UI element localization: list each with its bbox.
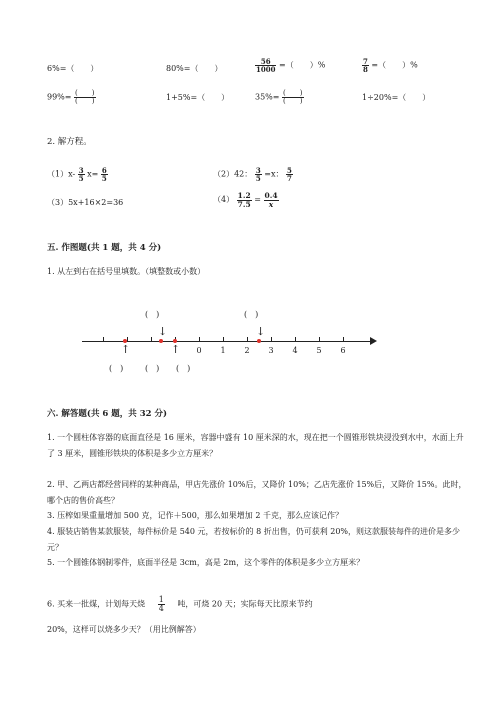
fraction: $\frac{0.4}{x}$ (264, 191, 278, 209)
q1-row1-item1 (47, 63, 98, 74)
down-arrow-icon: ↓ (256, 325, 266, 338)
tick-label: 1 (220, 346, 226, 355)
q2-title: 2. 解方程。 (47, 137, 92, 147)
equation-1: （1）x- $\frac{3}{5}$ x= $\frac{6}{5}$ (47, 166, 107, 183)
section-5-title: 五. 作图题(共 1 题，共 4 分) (47, 243, 162, 253)
tick-label: 0 (196, 346, 202, 355)
fraction: $\frac{1.2}{7.5}$ (237, 191, 251, 209)
fraction-blank[interactable]: $\frac{( )}{( )}$ (75, 89, 95, 105)
tick-label: 5 (316, 346, 322, 355)
up-arrow-icon: ↑ (171, 343, 181, 356)
axis-arrow-icon (370, 337, 377, 345)
down-arrow-icon: ↓ (158, 325, 168, 338)
bottom-paren-1[interactable]: ( ) (109, 364, 124, 373)
answer-blank[interactable]: =（ ） (371, 60, 411, 70)
tick-label: 4 (292, 346, 298, 355)
answer-blank[interactable]: =（ ） (59, 64, 99, 73)
problem-2: 2. 甲、乙两店都经营同样的某种商品，甲店先涨价 10%后，又降价 10%；乙店先涨价 15%后，又降价 15%。此时，哪个店的售价高些？ (47, 480, 467, 505)
answer-blank[interactable]: =（ ） (391, 93, 431, 102)
equation-3: （3）5x+16×2=36 (47, 198, 124, 207)
bottom-paren-3[interactable]: ( ) (176, 364, 191, 373)
problem-6-line1: 6. 买来一批煤，计划每天烧 $\frac{1}{4}$ 吨，可烧 20 天；实际每天比原来节约 (47, 595, 313, 613)
problem-1: 1. 一个圆柱体容器的底面直径是 16 厘米，容器中盛有 10 厘米深的水，现在把一个圆锥形铁块浸没到水中，水面上升了 3 厘米，圆锥形铁块的体积是多少立方厘米？ (47, 433, 464, 458)
fraction: $\frac{3}{5}$ (78, 166, 84, 183)
answer-blank[interactable]: =（ ） (279, 60, 318, 70)
point-marker (257, 339, 261, 343)
top-paren-2[interactable]: ( ) (244, 310, 259, 319)
answer-blank[interactable]: =（ ） (190, 93, 230, 102)
fraction: $\frac{7}{8}$ (363, 57, 368, 74)
fraction: $\frac{5}{7}$ (287, 166, 292, 183)
point-marker (159, 339, 163, 343)
fraction: $\frac{1}{4}$ (158, 595, 164, 613)
problem-6-line2: 20%，这样可以烧多少天？（用比例解答） (47, 625, 201, 634)
problem-3: 3. 压榨如果重量增加 500 克，记作＋500，那么如果增加 2 千克，那么应该记作？ (47, 511, 343, 520)
top-paren-1[interactable]: ( ) (145, 310, 160, 319)
section-5-q1: 1. 从左到右在括号里填数。（填整数或小数） (47, 267, 206, 276)
expr: 80% (166, 64, 184, 73)
expr: 6% (47, 64, 60, 73)
q1-row2-item4: 1÷20%=（ ） (362, 93, 431, 102)
q1-row1-item4: $\frac{7}{8}$ =（ ）% (363, 57, 418, 74)
answer-blank[interactable]: =（ ） (183, 64, 223, 73)
tick-label: 3 (268, 346, 274, 355)
q1-row2-item2: 1+5%=（ ） (166, 93, 230, 102)
problem-5: 5. 一个圆锥体钢制零件，底面半径是 3cm，高是 2m，这个零件的体积是多少立方厘米？ (47, 558, 365, 567)
problem-4: 4. 服装店销售某款服装，每件标价是 540 元，若按标价的 8 折出售，仍可获利 20%，则这款服装每件的进价是多少元？ (47, 527, 461, 552)
fraction: $\frac{56}{1000}$ (256, 57, 276, 74)
fraction: $\frac{3}{5}$ (255, 166, 261, 183)
section-6-title: 六. 解答题(共 6 题，共 32 分) (47, 409, 168, 419)
tick-label: 2 (244, 346, 250, 355)
equation-2: （2）42： $\frac{3}{5}$ =x： $\frac{5}{7}$ (213, 166, 292, 183)
equation-4: （4） $\frac{1.2}{7.5}$ = $\frac{0.4}{x}$ (213, 191, 278, 209)
q1-row1-item3: $\frac{56}{1000}$ =（ ）% (256, 57, 326, 74)
q1-row2-item3: 35%= $\frac{( )}{( )}$ (255, 89, 303, 105)
q1-row2-item1: 99%= $\frac{( )}{( )}$ (47, 89, 95, 105)
bottom-paren-2[interactable]: ( ) (145, 364, 160, 373)
tick-label: 6 (340, 346, 346, 355)
fraction-blank[interactable]: $\frac{( )}{( )}$ (283, 89, 303, 105)
q1-row1-item2 (166, 63, 222, 74)
fraction: $\frac{6}{5}$ (101, 166, 107, 183)
up-arrow-icon: ↑ (121, 343, 131, 356)
